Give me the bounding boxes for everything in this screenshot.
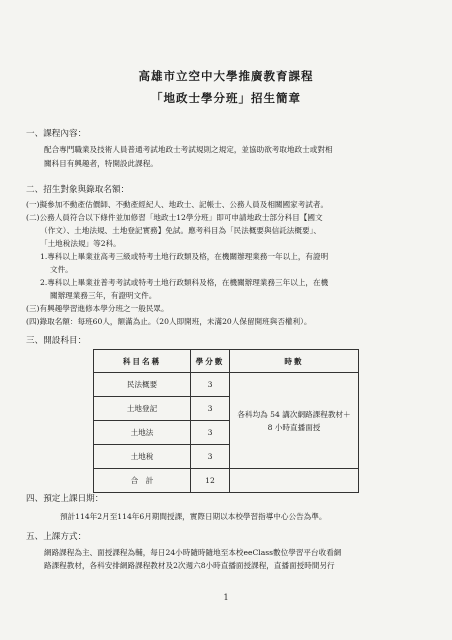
table-header-row <box>94 350 359 373</box>
paragraph-line: (三)有興趣學習進修本學分班之一般民眾。 <box>26 304 169 313</box>
course-name-cell: 民法概要 <box>94 373 191 397</box>
table-total-row <box>94 469 359 493</box>
paragraph-line: 網路課程為主、面授課程為輔，每日24小時隨時隨地至本校eeClass數位學習平台收看網 <box>44 548 342 557</box>
course-name-cell: 土地稅 <box>94 445 191 469</box>
paragraph-line: 路課程教材，各科安排網路課程教材及2次週六8小時直播面授課程，直播面授時間另行 <box>44 561 335 570</box>
section-heading-course-content: 一、課程內容： <box>26 129 87 139</box>
total-label-cell: 合 計 <box>94 469 191 493</box>
column-header-hours: 時數 <box>230 350 359 373</box>
paragraph-line: (二)公務人員符合以下條件並加修習「地政士12學分班」即可申請地政士部分科目【國文 <box>26 213 323 222</box>
paragraph-line: 關辦理業務三年，有證明文件。 <box>50 291 157 300</box>
hours-cell <box>230 373 359 469</box>
empty-cell <box>230 469 359 493</box>
total-credits-cell: 12 <box>191 469 230 493</box>
hours-note-line: 各科均為 54 講次網路課程教材＋ <box>237 409 351 419</box>
section-heading-enrollment: 二、招生對象與錄取名額： <box>26 185 130 195</box>
document-subtitle: 「地政士學分班」招生簡章 <box>151 91 301 105</box>
section-heading-class-format: 五、上課方式： <box>26 532 87 542</box>
paragraph-line: 配合專門職業及技術人員普通考試地政士考試規則之規定，並協助欲考取地政士或對相 <box>44 145 333 154</box>
paragraph-line: 2.專科以上畢業並普考考試或特考土地行政類科及格，在機關辦理業務三年以上，在機 <box>40 278 329 287</box>
hours-note-line: 8 小時直播面授 <box>267 422 321 432</box>
paragraph-line: 1.專科以上畢業並高考三級或特考土地行政類及格，在機關辦理業務一年以上，有證明 <box>40 252 329 261</box>
credits-cell: 3 <box>191 397 230 421</box>
paragraph-line: 「土地稅法規」等2科。 <box>40 239 121 248</box>
page-number: 1 <box>223 593 229 602</box>
paragraph-line: (一)擬參加不動產估價師、不動產經紀人、地政士、記帳士、公務人員及相關國家考試者。 <box>26 200 329 209</box>
paragraph-line: 預計114年2月至114年6月期間授課，實際日期以本校學習指導中心公告為準。 <box>60 512 327 521</box>
table-row <box>94 373 359 397</box>
credits-cell: 3 <box>191 373 230 397</box>
section-heading-schedule: 四、預定上課日期： <box>26 494 104 504</box>
paragraph-line: （作文）、土地法規、土地登記實務】免試。應考科目為「民法概要與信託法概要」、 <box>40 226 321 235</box>
document-title: 高雄市立空中大學推廣教育課程 <box>138 69 314 83</box>
section-heading-courses: 三、開設科目： <box>26 336 87 346</box>
credits-cell: 3 <box>191 421 230 445</box>
course-name-cell: 土地法 <box>94 421 191 445</box>
column-header-course-name: 科目名稱 <box>94 350 191 373</box>
course-name-cell: 土地登記 <box>94 397 191 421</box>
course-table <box>93 349 359 493</box>
credits-cell: 3 <box>191 445 230 469</box>
column-header-credits: 學分數 <box>191 350 230 373</box>
paragraph-line: 文件。 <box>50 265 73 274</box>
paragraph-line: 關科目有興趣者，特開設此課程。 <box>44 159 158 168</box>
paragraph-line: (四)錄取名額：每班60人，額滿為止。（20人即開班，未滿20人保留開班與否權利）。 <box>26 317 312 326</box>
